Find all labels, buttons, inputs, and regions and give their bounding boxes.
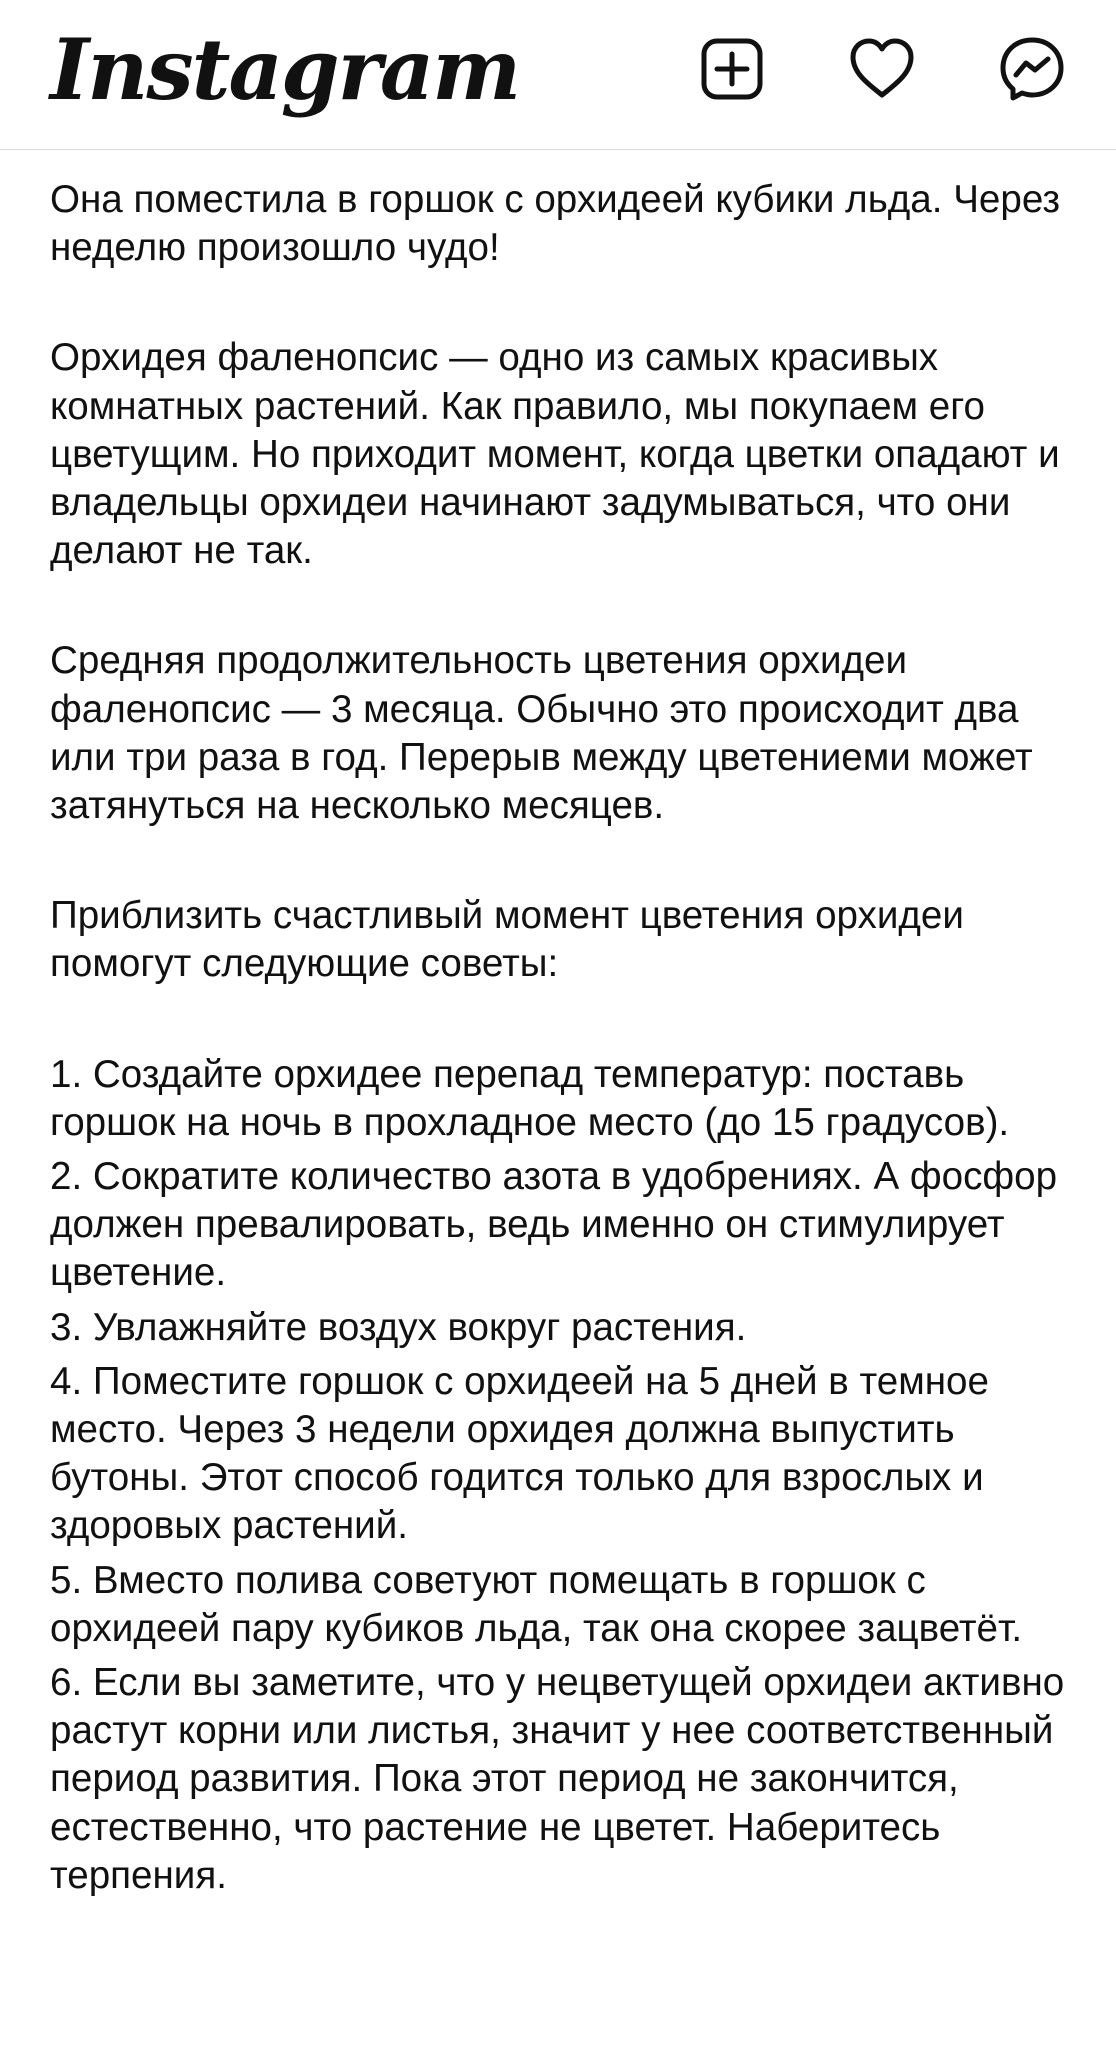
tip-item: 5. Вместо полива советуют помещать в горшок с орхидеей пару кубиков льда, так она скорее зацветёт.: [50, 1558, 1023, 1650]
instagram-logo[interactable]: Instagram: [50, 20, 520, 119]
tip-item: 1. Создайте орхидее перепад температур: поставь горшок на ночь в прохладное место (до 15 градусов).: [50, 1052, 1010, 1144]
caption-paragraph: Средняя продолжительность цветения орхидеи фаленопсис — 3 месяца. Обычно это происходит два или три раза в год. Перерыв между цветениеми может затянуться на несколько месяцев.: [50, 639, 1033, 828]
heart-icon[interactable]: [848, 35, 916, 103]
tips-list: [50, 1051, 1066, 1900]
post-caption: [0, 150, 1116, 1900]
caption-paragraph: Приблизить счастливый момент цветения орхидеи помогут следующие советы:: [50, 894, 964, 986]
header-actions: [698, 35, 1066, 103]
top-bar: [0, 0, 1116, 150]
new-post-icon[interactable]: [698, 35, 766, 103]
tip-item: 2. Сократите количество азота в удобрениях. А фосфор должен превалировать, ведь именно он стимулирует цветение.: [50, 1155, 1058, 1295]
tip-item: 3. Увлажняйте воздух вокруг растения.: [50, 1305, 747, 1349]
tip-item: 6. Если вы заметите, что у нецветущей орхидеи активно растут корни или листья, значит у нее соответственный период развития. Пока этот период не закончится, естественно, что растение не цветет. Наберитесь терпения.: [50, 1661, 1065, 1897]
tip-item: 4. Поместите горшок с орхидеей на 5 дней в темное место. Через 3 недели орхидея должна выпустить бутоны. Этот способ годится только для взрослых и здоровых растений.: [50, 1359, 989, 1548]
caption-paragraph: Орхидея фаленопсис — одно из самых красивых комнатных растений. Как правило, мы покупаем его цветущим. Но приходит момент, когда цветки опадают и владельцы орхидеи начинают задумываться, что они делают не так.: [50, 336, 1060, 573]
caption-paragraph: Она поместила в горшок с орхидеей кубики льда. Через неделю произошло чудо!: [50, 178, 1061, 270]
messenger-icon[interactable]: [998, 35, 1066, 103]
